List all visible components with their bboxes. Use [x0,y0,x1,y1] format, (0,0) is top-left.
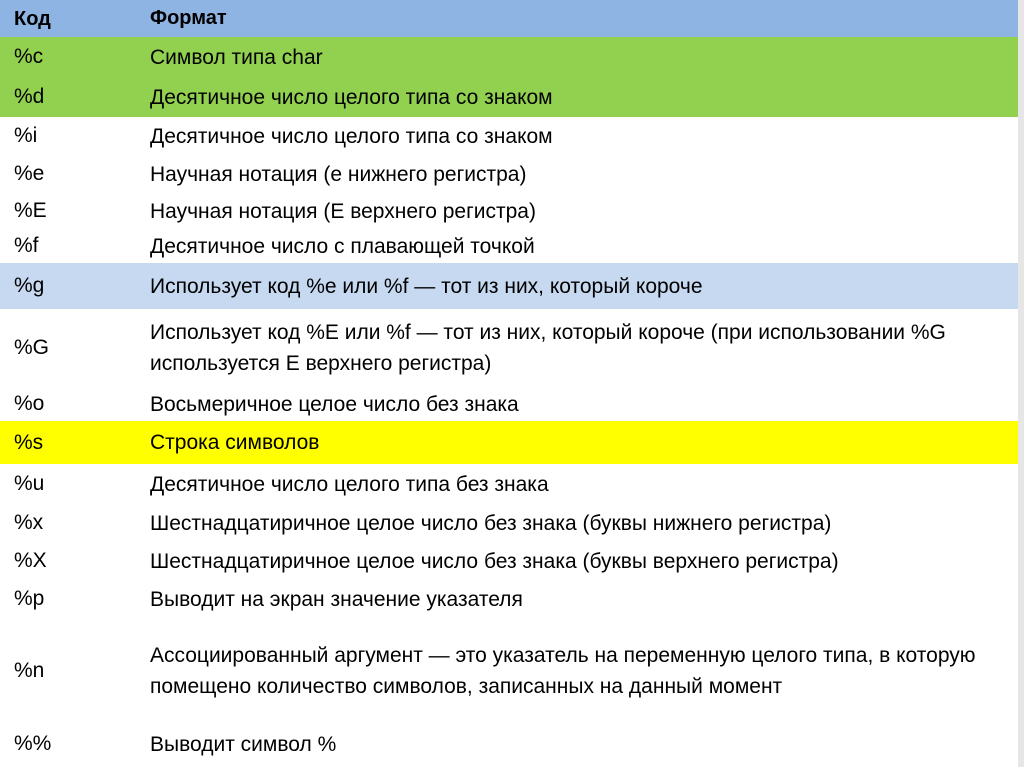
row-format: Десятичное число целого типа со знаком [150,124,553,148]
table-row [0,580,1024,618]
row-code: %n [14,659,45,682]
row-code: %X [14,549,47,572]
row-format: Научная нотация (е нижнего регистра) [150,162,527,186]
row-code: %i [14,124,38,147]
row-code: %u [14,472,45,495]
header-format: Формат [150,7,227,29]
slide-edge [1018,0,1024,767]
table-row [0,504,1024,542]
row-format: Десятичное число целого типа без знака [150,472,549,496]
row-code: %x [14,511,44,534]
header-code: Код [14,7,51,30]
table-row [0,387,1024,421]
row-format: Ассоциированный аргумент — это указатель на переменную целого типа, в которую помещено количество символов, записанных на данный момент [150,644,976,698]
table-row [0,77,1024,117]
row-format: Использует код %Е или %f — тот из них, который короче (при использовании %G используется Е верхнего регистра) [150,321,946,375]
row-code: %G [14,336,50,359]
row-format: Символ типа char [150,45,323,69]
row-code: %% [14,732,52,755]
table-header-row [0,0,1024,37]
table-row [0,421,1024,464]
row-format: Строка символов [150,431,320,454]
row-format: Научная нотация (Е верхнего регистра) [150,199,536,223]
row-code: %f [14,234,39,257]
row-format: Шестнадцатиричное целое число без знака (буквы нижнего регистра) [150,511,832,535]
row-code: %E [14,199,47,222]
row-format: Десятичное число целого типа со знаком [150,85,553,109]
row-code: %c [14,45,44,68]
row-code: %e [14,162,45,185]
row-format: Десятичное число с плавающей точкой [150,234,535,258]
table-row [0,263,1024,309]
table-row [0,193,1024,229]
row-code: %s [14,430,44,454]
row-format: Использует код %е или %f — тот из них, который короче [150,274,703,298]
table-row [0,724,1024,764]
row-format: Выводит символ % [150,732,337,756]
table-row [0,309,1024,387]
row-format: Выводит на экран значение указателя [150,587,523,611]
table-row [0,155,1024,193]
table-row [0,117,1024,155]
row-code: %o [14,392,45,415]
row-code: %g [14,274,45,297]
row-format: Восьмеричное целое число без знака [150,392,519,416]
table-row [0,542,1024,580]
table-row [0,229,1024,263]
table-row [0,37,1024,77]
row-code: %p [14,587,45,610]
row-code: %d [14,85,45,108]
table-row [0,464,1024,504]
row-format: Шестнадцатиричное целое число без знака (буквы верхнего регистра) [150,549,839,573]
table-row [0,618,1024,724]
